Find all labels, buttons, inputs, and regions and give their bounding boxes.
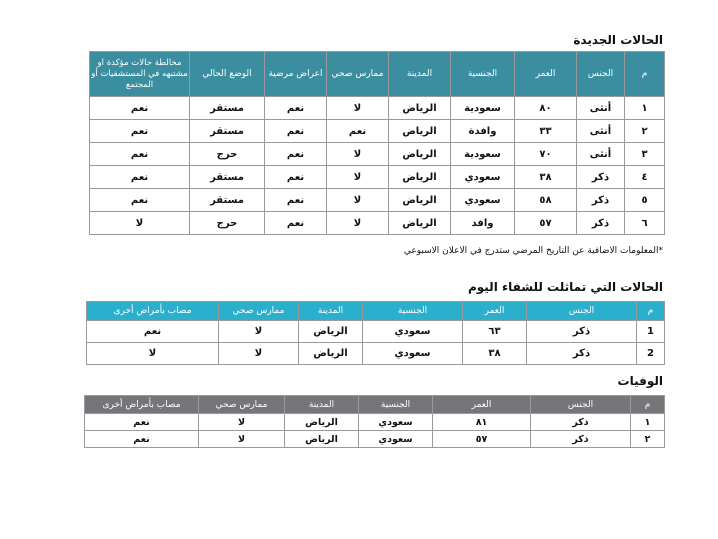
table-cell: ٣٨ (515, 166, 577, 189)
table-cell: لا (219, 343, 299, 365)
table-cell: حرج (190, 143, 265, 166)
table-cell: ٨١ (433, 414, 531, 431)
table-cell: 2 (637, 343, 665, 365)
table-cell: ٦ (625, 212, 665, 235)
table-cell: ٥٨ (515, 189, 577, 212)
header-other-diseases: مصاب بأمراض أخرى (87, 302, 219, 321)
table-cell: ٢ (631, 431, 665, 448)
table-cell: لا (199, 431, 285, 448)
recovered-table (86, 301, 665, 365)
table-cell: ٣ (625, 143, 665, 166)
table-cell: نعم (265, 97, 327, 120)
table-cell: ٥٧ (515, 212, 577, 235)
table-cell: نعم (265, 212, 327, 235)
table-cell: نعم (327, 120, 389, 143)
table-cell: لا (327, 97, 389, 120)
table-cell: نعم (90, 97, 190, 120)
deaths-table (84, 395, 665, 448)
table-row (90, 120, 665, 143)
header-nationality: الجنسية (359, 396, 433, 414)
table-cell: مستقر (190, 97, 265, 120)
table-cell: نعم (85, 431, 199, 448)
header-current-status: الوضع الحالي (190, 52, 265, 97)
table-cell: سعودي (359, 414, 433, 431)
table-cell: نعم (90, 189, 190, 212)
table-cell: سعودية (451, 143, 515, 166)
table-cell: وافد (451, 212, 515, 235)
table-cell: ٢ (625, 120, 665, 143)
table-row (90, 143, 665, 166)
header-city: المدينة (299, 302, 363, 321)
table-cell: سعودي (363, 321, 463, 343)
table-cell: سعودية (451, 97, 515, 120)
table-cell: الرياض (285, 431, 359, 448)
header-gender: الجنس (531, 396, 631, 414)
table-cell: الرياض (389, 212, 451, 235)
header-health-worker: ممارس صحي (219, 302, 299, 321)
new-cases-table (89, 51, 665, 235)
table-cell: أنثى (577, 120, 625, 143)
table-row (90, 166, 665, 189)
header-index: م (637, 302, 665, 321)
table-cell: نعم (90, 120, 190, 143)
table-cell: لا (327, 189, 389, 212)
table-cell: سعودي (363, 343, 463, 365)
table-cell: سعودي (451, 189, 515, 212)
table-row (90, 189, 665, 212)
table-cell: ٥ (625, 189, 665, 212)
table-header-row (90, 52, 665, 97)
new-cases-title: الحالات الجديدة (573, 33, 663, 47)
table-cell: لا (90, 212, 190, 235)
table-cell: لا (327, 143, 389, 166)
table-cell: ذكر (531, 414, 631, 431)
table-cell: نعم (87, 321, 219, 343)
table-cell: نعم (90, 166, 190, 189)
recovered-title: الحالات التي تماثلت للشفاء اليوم (467, 280, 663, 294)
table-cell: ذكر (527, 321, 637, 343)
table-cell: ٤ (625, 166, 665, 189)
header-other-diseases: مصاب بأمراض أخرى (85, 396, 199, 414)
table-cell: مستقر (190, 166, 265, 189)
table-cell: 1 (637, 321, 665, 343)
header-index: م (625, 52, 665, 97)
table-cell: لا (327, 166, 389, 189)
header-health-worker: ممارس صحي (327, 52, 389, 97)
deaths-title: الوفيات (617, 374, 663, 388)
table-cell: ذكر (577, 189, 625, 212)
header-contact: مخالطة حالات مؤكدة او مشتبهه في المستشفيات أو المجتمع (90, 52, 190, 97)
table-cell: نعم (265, 143, 327, 166)
table-cell: الرياض (389, 120, 451, 143)
table-cell: نعم (85, 414, 199, 431)
table-row (90, 212, 665, 235)
header-city: المدينة (389, 52, 451, 97)
table-row (90, 97, 665, 120)
header-age: العمر (433, 396, 531, 414)
header-gender: الجنس (577, 52, 625, 97)
table-row (87, 343, 665, 365)
table-row (87, 321, 665, 343)
table-cell: لا (199, 414, 285, 431)
table-cell: أنثى (577, 143, 625, 166)
table-cell: الرياض (389, 143, 451, 166)
table-cell: سعودي (451, 166, 515, 189)
table-cell: ٣٨ (463, 343, 527, 365)
footnote: *المعلومات الاضافية عن التاريخ المرضي ستدرج في الاعلان الاسبوعي (403, 246, 663, 256)
header-city: المدينة (285, 396, 359, 414)
table-cell: ٧٠ (515, 143, 577, 166)
table-header-row (85, 396, 665, 414)
table-cell: الرياض (285, 414, 359, 431)
table-cell: ذكر (577, 212, 625, 235)
table-cell: ١ (631, 414, 665, 431)
header-nationality: الجنسية (451, 52, 515, 97)
header-age: العمر (463, 302, 527, 321)
table-cell: لا (87, 343, 219, 365)
table-cell: ٣٣ (515, 120, 577, 143)
table-row (85, 431, 665, 448)
table-cell: الرياض (299, 321, 363, 343)
header-health-worker: ممارس صحي (199, 396, 285, 414)
table-cell: ٥٧ (433, 431, 531, 448)
table-cell: وافدة (451, 120, 515, 143)
table-cell: الرياض (389, 97, 451, 120)
table-cell: ذكر (527, 343, 637, 365)
table-cell: ٨٠ (515, 97, 577, 120)
table-cell: مستقر (190, 189, 265, 212)
table-cell: نعم (265, 166, 327, 189)
table-cell: حرج (190, 212, 265, 235)
header-nationality: الجنسية (363, 302, 463, 321)
table-cell: الرياض (389, 166, 451, 189)
header-symptoms: اعراض مرضية (265, 52, 327, 97)
header-gender: الجنس (527, 302, 637, 321)
table-cell: لا (219, 321, 299, 343)
table-cell: الرياض (299, 343, 363, 365)
table-cell: ١ (625, 97, 665, 120)
table-cell: ذكر (577, 166, 625, 189)
table-cell: نعم (90, 143, 190, 166)
table-cell: أنثى (577, 97, 625, 120)
table-cell: ٦٣ (463, 321, 527, 343)
table-header-row (87, 302, 665, 321)
table-cell: الرياض (389, 189, 451, 212)
header-age: العمر (515, 52, 577, 97)
header-index: م (631, 396, 665, 414)
table-cell: مستقر (190, 120, 265, 143)
table-cell: نعم (265, 120, 327, 143)
table-cell: ذكر (531, 431, 631, 448)
table-row (85, 414, 665, 431)
table-cell: سعودي (359, 431, 433, 448)
table-cell: لا (327, 212, 389, 235)
table-cell: نعم (265, 189, 327, 212)
